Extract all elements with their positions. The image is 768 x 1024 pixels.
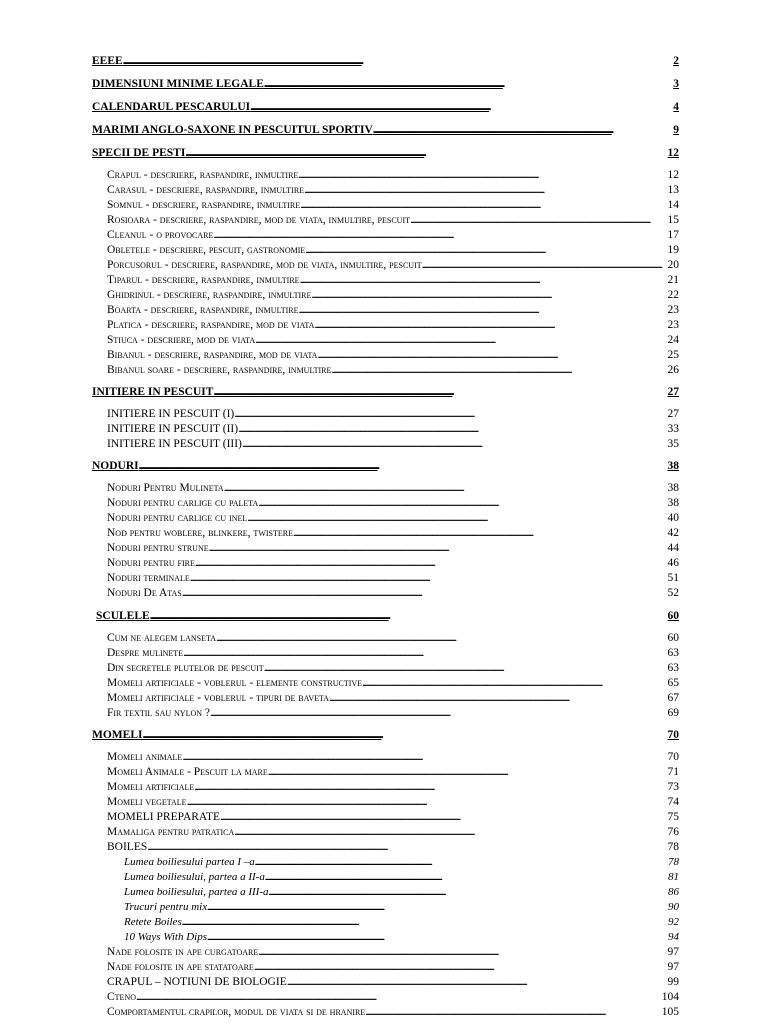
toc-entry[interactable] (107, 169, 679, 182)
toc-entry-label: Noduri pentru strune (107, 542, 209, 554)
toc-entry-page: 13 (667, 184, 679, 196)
toc-entry-label: Porcusorul - descriere, raspandire, mod de viata, inmultire, pescuit (107, 259, 422, 271)
toc-entry[interactable] (107, 647, 679, 660)
toc-entry[interactable] (124, 856, 679, 869)
toc-entry-page: 44 (667, 542, 679, 554)
toc-entry-page: 12 (667, 169, 679, 181)
toc-entry[interactable] (107, 976, 679, 989)
toc-entry-page: 69 (667, 707, 679, 719)
toc-entry-label: Ghidrinul - descriere, raspandire, inmultire (107, 289, 312, 301)
toc-entry[interactable] (107, 512, 679, 525)
toc-entry[interactable] (124, 871, 679, 884)
toc-leader-dots (220, 811, 668, 824)
toc-entry-page: 63 (667, 647, 679, 659)
toc-entry-label: CRAPUL – NOTIUNI DE BIOLOGIE (107, 976, 287, 988)
toc-entry-page: 73 (667, 781, 679, 793)
toc-entry-label: Noduri pentru fire (107, 557, 195, 569)
toc-entry-label: INITIERE IN PESCUIT (I) (107, 408, 235, 420)
toc-leader-dots (247, 512, 667, 525)
toc-leader-dots (207, 931, 668, 944)
toc-entry[interactable] (92, 55, 679, 68)
toc-entry-page: 86 (668, 886, 679, 898)
toc-leader-dots (213, 229, 667, 242)
toc-entry[interactable] (92, 101, 679, 114)
toc-leader-dots (142, 729, 667, 742)
toc-entry-page: 21 (667, 274, 679, 286)
toc-entry-label: NODURI (92, 460, 139, 472)
toc-leader-dots (147, 841, 667, 854)
toc-entry[interactable] (92, 78, 679, 91)
toc-entry-page: 17 (667, 229, 679, 241)
toc-entry-label: Rosioara - descriere, raspandire, mod de viata, inmultire, pescuit (107, 214, 411, 226)
toc-entry-page: 78 (668, 856, 679, 868)
toc-entry[interactable] (107, 229, 679, 242)
toc-entry-label: Boarta - descriere, raspandire, inmultire (107, 304, 299, 316)
toc-leader-dots (250, 101, 673, 114)
toc-entry-page: 38 (667, 497, 679, 509)
toc-entry-page: 27 (667, 408, 679, 420)
toc-leader-dots (373, 124, 674, 137)
toc-entry[interactable] (107, 766, 679, 779)
toc-entry-page: 97 (667, 946, 679, 958)
toc-leader-dots (242, 438, 668, 451)
toc-entry[interactable] (92, 147, 679, 160)
toc-leader-dots (182, 916, 668, 929)
toc-leader-dots (298, 169, 667, 182)
toc-leader-dots (258, 497, 667, 510)
toc-leader-dots (136, 991, 662, 1004)
toc-entry[interactable] (124, 931, 679, 944)
toc-entry-label: Momeli animale (107, 751, 183, 763)
toc-entry-label: INITIERE IN PESCUIT (II) (107, 423, 239, 435)
toc-entry-label: Carasul - descriere, raspandire, inmultire (107, 184, 305, 196)
toc-entry-label: CALENDARUL PESCARULUI (92, 101, 251, 113)
toc-leader-dots (207, 901, 668, 914)
toc-entry-page: 24 (667, 334, 679, 346)
toc-entry-page: 74 (667, 796, 679, 808)
toc-entry-label: INITIERE IN PESCUIT (92, 386, 214, 398)
toc-entry[interactable] (107, 259, 679, 272)
toc-entry-label: Fir textil sau nylon ? (107, 707, 210, 719)
toc-entry[interactable] (107, 334, 679, 347)
toc-entry-page: 14 (667, 199, 679, 211)
toc-leader-dots (300, 274, 668, 287)
toc-entry[interactable] (124, 886, 679, 899)
toc-entry-label: Momeli Animale - Pescuit la mare (107, 766, 268, 778)
toc-entry-page: 23 (667, 319, 679, 331)
toc-entry-page: 65 (667, 677, 679, 689)
toc-entry-page: 38 (667, 482, 679, 494)
toc-entry-page: 81 (668, 871, 679, 883)
toc-entry[interactable] (124, 916, 679, 929)
toc-entry-label: INITIERE IN PESCUIT (III) (107, 438, 242, 450)
toc-entry-label: Cum ne alegem lanseta (107, 632, 216, 644)
toc-entry-label: EEEE (92, 55, 123, 67)
toc-entry[interactable] (107, 587, 679, 600)
toc-entry-label: Obletele - descriere, pescuit, gastronomie (107, 244, 306, 256)
toc-entry-page: 35 (667, 438, 679, 450)
toc-entry-label: Momeli vegetale (107, 796, 187, 808)
toc-leader-dots (362, 677, 667, 690)
toc-entry-label: Nade folosite in ape statatoare (107, 961, 254, 973)
toc-entry-page: 60 (667, 632, 679, 644)
toc-leader-dots (410, 214, 667, 227)
toc-leader-dots (329, 692, 667, 705)
toc-entry-label: Momeli artificiale - voblerul - tipuri de baveta (107, 692, 330, 704)
toc-entry-page: 33 (667, 423, 679, 435)
toc-entry[interactable] (107, 184, 679, 197)
toc-entry-page: 52 (667, 587, 679, 599)
toc-entry-label: Noduri pentru carlige cu paleta (107, 497, 259, 509)
toc-leader-dots (187, 796, 668, 809)
toc-entry-label: MARIMI ANGLO-SAXONE IN PESCUITUL SPORTIV (92, 124, 373, 136)
toc-entry-page: 99 (667, 976, 679, 988)
toc-entry[interactable] (107, 497, 679, 510)
toc-entry[interactable] (107, 214, 679, 227)
toc-leader-dots (234, 826, 667, 839)
toc-entry-page: 26 (667, 364, 679, 376)
toc-leader-dots (331, 364, 667, 377)
toc-leader-dots (268, 766, 668, 779)
toc-entry[interactable] (107, 482, 679, 495)
toc-entry-page: 104 (661, 991, 679, 1003)
toc-leader-dots (304, 184, 667, 197)
toc-entry[interactable] (107, 946, 679, 959)
toc-entry-label: Despre mulinete (107, 647, 184, 659)
toc-entry[interactable] (107, 244, 679, 257)
toc-entry-label: MOMELI (92, 729, 143, 741)
toc-leader-dots (264, 662, 668, 675)
toc-entry[interactable] (107, 527, 679, 540)
toc-entry[interactable] (107, 423, 679, 436)
toc-leader-dots (185, 147, 667, 160)
toc-entry[interactable] (92, 124, 679, 137)
toc-leader-dots (258, 946, 667, 959)
toc-entry-page: 22 (667, 289, 679, 301)
toc-entry-page: 60 (667, 610, 679, 622)
toc-leader-dots (365, 1006, 662, 1019)
toc-entry-page: 70 (667, 729, 679, 741)
toc-entry-label: BOILES (107, 841, 148, 853)
toc-leader-dots (255, 334, 667, 347)
toc-entry-page: 71 (667, 766, 679, 778)
toc-entry-page: 25 (667, 349, 679, 361)
toc-entry-label: Cteno (107, 991, 136, 1003)
toc-entry[interactable] (107, 662, 679, 675)
toc-leader-dots (265, 871, 668, 884)
toc-entry-label: 10 Ways With Dips (124, 931, 208, 943)
toc-entry-page: 2 (673, 55, 679, 67)
toc-entry[interactable] (107, 826, 679, 839)
toc-entry-label: Trucuri pentru mix (124, 901, 208, 913)
toc-entry-page: 19 (667, 244, 679, 256)
toc-entry[interactable] (107, 364, 679, 377)
toc-entry-page: 42 (667, 527, 679, 539)
toc-entry-page: 92 (668, 916, 679, 928)
toc-entry-label: Din secretele plutelor de pescuit (107, 662, 264, 674)
toc-entry[interactable] (96, 610, 679, 623)
toc-entry-label: Platica - descriere, raspandire, mod de viata (107, 319, 315, 331)
toc-entry-label: Lumea boiliesului, partea a II-a (124, 871, 265, 883)
toc-entry-label: Cleanul - o provocare (107, 229, 214, 241)
toc-entry[interactable] (107, 274, 679, 287)
toc-entry-page: 9 (673, 124, 679, 136)
toc-entry[interactable] (107, 781, 679, 794)
toc-entry-label: Noduri De Atas (107, 587, 182, 599)
toc-entry-page: 70 (667, 751, 679, 763)
toc-entry-label: Mamaliga pentru patratica (107, 826, 235, 838)
toc-entry-label: Noduri terminale (107, 572, 190, 584)
toc-entry[interactable] (107, 289, 679, 302)
toc-entry[interactable] (107, 1006, 679, 1019)
toc-leader-dots (213, 386, 667, 399)
toc-entry-label: Somnul - descriere, raspandire, inmultire (107, 199, 301, 211)
toc-entry-page: 46 (667, 557, 679, 569)
toc-entry[interactable] (107, 304, 679, 317)
toc-entry[interactable] (92, 386, 679, 399)
toc-entry-label: Bibanul - descriere, raspandire, mod de viata (107, 349, 318, 361)
toc-entry[interactable] (107, 841, 679, 854)
toc-entry-page: 63 (667, 662, 679, 674)
toc-entry-page: 4 (673, 101, 679, 113)
toc-entry[interactable] (107, 542, 679, 555)
toc-entry[interactable] (107, 199, 679, 212)
toc-entry-page: 90 (668, 901, 679, 913)
toc-entry-label: Noduri pentru carlige cu inel (107, 512, 248, 524)
toc-entry-label: Nade folosite in ape curgatoare (107, 946, 259, 958)
toc-leader-dots (183, 647, 667, 660)
toc-leader-dots (190, 572, 668, 585)
toc-leader-dots (254, 961, 668, 974)
toc-entry-label: Noduri Pentru Mulineta (107, 482, 224, 494)
toc-entry-page: 12 (667, 147, 679, 159)
toc-leader-dots (224, 482, 668, 495)
toc-entry[interactable] (92, 729, 679, 742)
toc-leader-dots (210, 707, 668, 720)
toc-leader-dots (269, 886, 668, 899)
toc-leader-dots (150, 610, 668, 623)
toc-entry-page: 105 (661, 1006, 679, 1018)
toc-entry-label: Lumea boiliesului partea I –a (124, 856, 255, 868)
toc-leader-dots (209, 542, 668, 555)
toc-leader-dots (195, 557, 668, 570)
toc-leader-dots (234, 408, 667, 421)
toc-entry-label: Lumea boiliesului, partea a III-a (124, 886, 269, 898)
toc-leader-dots (264, 78, 673, 91)
toc-entry-label: SPECII DE PESTI (92, 147, 186, 159)
toc-entry-page: 38 (667, 460, 679, 472)
toc-entry-label: Momeli artificiale - voblerul - elemente constructive (107, 677, 363, 689)
toc-entry[interactable] (107, 707, 679, 720)
toc-leader-dots (299, 304, 668, 317)
toc-entry-page: 15 (667, 214, 679, 226)
toc-entry[interactable] (107, 438, 679, 451)
toc-entry-label: Comportamentul crapilor, modul de viata si de hranire (107, 1006, 366, 1018)
toc-entry-label: Momeli artificiale (107, 781, 195, 793)
toc-leader-dots (300, 199, 667, 212)
toc-entry[interactable] (107, 408, 679, 421)
toc-leader-dots (238, 423, 667, 436)
toc-entry-page: 23 (667, 304, 679, 316)
toc-entry-page: 67 (667, 692, 679, 704)
toc-leader-dots (182, 751, 667, 764)
toc-entry[interactable] (107, 961, 679, 974)
toc-entry-label: Bibanul soare - descriere, raspandire, inmultire (107, 364, 332, 376)
toc-leader-dots (216, 632, 668, 645)
toc-entry-label: Crapul - descriere, raspandire, inmultire (107, 169, 299, 181)
toc-entry[interactable] (124, 901, 679, 914)
toc-leader-dots (314, 319, 667, 332)
toc-entry-label: Retete Boiles (124, 916, 182, 928)
toc-entry[interactable] (107, 557, 679, 570)
toc-leader-dots (139, 460, 668, 473)
toc-entry-label: Nod pentru woblere, blinkere, twistere (107, 527, 293, 539)
toc-entry[interactable] (107, 677, 679, 690)
toc-entry[interactable] (92, 460, 679, 473)
toc-entry[interactable] (107, 991, 679, 1004)
toc-entry[interactable] (107, 811, 679, 824)
toc-entry-page: 75 (667, 811, 679, 823)
toc-leader-dots (182, 587, 668, 600)
toc-entry-page: 76 (667, 826, 679, 838)
toc-entry[interactable] (107, 572, 679, 585)
toc-entry-page: 20 (667, 259, 679, 271)
toc-entry-page: 3 (673, 78, 679, 90)
toc-leader-dots (293, 527, 668, 540)
toc-entry-page: 40 (667, 512, 679, 524)
toc-entry-label: DIMENSIUNI MINIME LEGALE (92, 78, 264, 90)
toc-entry-label: Stiuca - descriere, mod de viata (107, 334, 256, 346)
toc-entry[interactable] (107, 796, 679, 809)
toc-entry-label: Tiparul - descriere, raspandire, inmultire (107, 274, 300, 286)
toc-entry-page: 51 (667, 572, 679, 584)
toc-leader-dots (194, 781, 667, 794)
toc-entry[interactable] (107, 319, 679, 332)
toc-entry-label: SCULELE (96, 610, 150, 622)
toc-entry[interactable] (107, 751, 679, 764)
toc-entry-page: 97 (667, 961, 679, 973)
toc-entry-label: MOMELI PREPARATE (107, 811, 220, 823)
toc-leader-dots (305, 244, 667, 257)
toc-leader-dots (422, 259, 668, 272)
toc-entry-page: 94 (668, 931, 679, 943)
toc-entry-page: 78 (667, 841, 679, 853)
toc-leader-dots (317, 349, 667, 362)
toc-entry[interactable] (107, 692, 679, 705)
toc-leader-dots (255, 856, 668, 869)
toc-entry[interactable] (107, 632, 679, 645)
toc-leader-dots (287, 976, 668, 989)
toc-entry-page: 27 (667, 386, 679, 398)
toc-entry[interactable] (107, 349, 679, 362)
toc-leader-dots (311, 289, 667, 302)
toc-leader-dots (123, 55, 674, 68)
